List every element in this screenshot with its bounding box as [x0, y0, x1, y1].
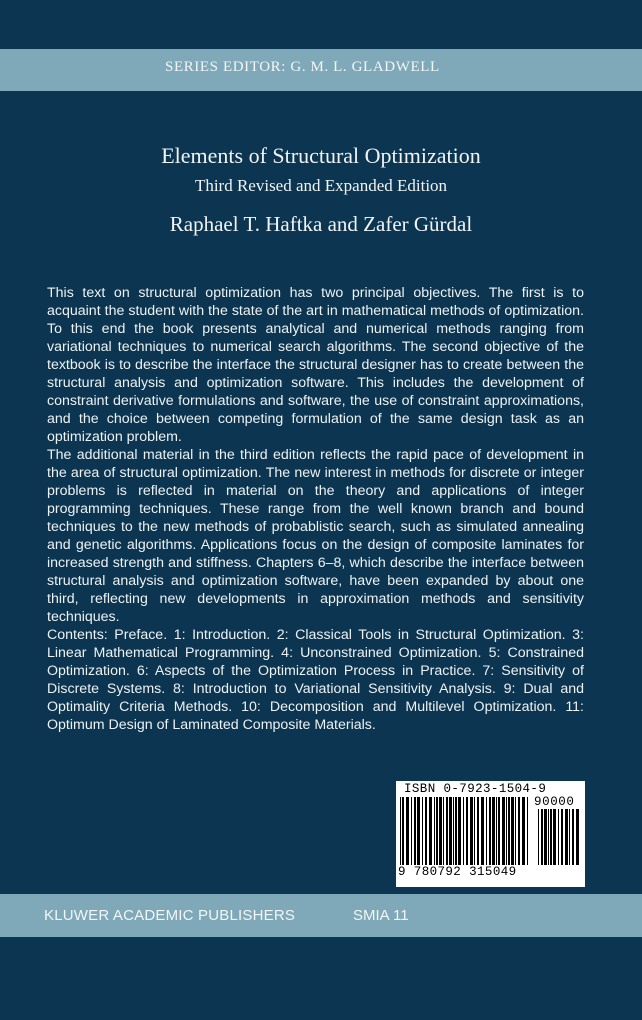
- series-editor: SERIES EDITOR: G. M. L. GLADWELL: [165, 59, 440, 75]
- isbn-text: ISBN 0-7923-1504-9: [404, 782, 547, 796]
- price-code: 90000: [534, 795, 575, 809]
- book-title: Elements of Structural Optimization: [161, 143, 481, 168]
- description: [47, 284, 584, 734]
- price-barcode: [536, 809, 582, 865]
- book-edition: Third Revised and Expanded Edition: [194, 176, 448, 195]
- ean-number: 9 780792 315049: [398, 865, 517, 879]
- description-paragraph: This text on structural optimization has two principal objectives. The first is to acquaint the student with the state of the art in mathematical methods of optimization. To this end the book presents analytical and numerical methods ranging from variational techniques to numerical search algorithms. The second objective of the textbook is to describe the interface the structural designer has to create between the structural analysis and optimization software. This includes the development of constraint derivative formulations and software, the use of constraint approximations, and the choice between competing formulation of the same design task as an optimization problem.: [47, 285, 584, 445]
- book-authors: Raphael T. Haftka and Zafer Gürdal: [169, 212, 473, 236]
- description-paragraph: The additional material in the third edition reflects the rapid pace of development in the area of structural optimization. The new interest in methods for discrete or integer problems is reflected in material on the theory and applications of integer programming techniques. These range from the well known branch and bound techniques to the new methods of probablistic search, such as simulated annealing and genetic algorithms. Applications focus on the design of composite laminates for increased strength and stiffness. Chapters 6–8, which describe the interface between structural analysis and optimization software, have been expanded by about one third, reflecting new developments in approximation methods and sensitivity techniques.: [47, 447, 584, 625]
- contents-paragraph: Contents: Preface. 1: Introduction. 2: Classical Tools in Structural Optimization. 3: Linear Mathematical Programming. 4: Unconstrained Optimization. 5: Constrained Optimization. 6: Aspects of the Optimization Process in Practice. 7: Sensitivity of Discrete Systems. 8: Introduction to Variational Sensitivity Analysis. 9: Dual and Optimality Criteria Methods. 10: Decomposition and Multilevel Optimization. 11: Optimum Design of Laminated Composite Materials.: [47, 627, 584, 733]
- publisher-name: KLUWER ACADEMIC PUBLISHERS: [44, 907, 296, 924]
- series-number: SMIA 11: [353, 907, 409, 924]
- ean-barcode: [398, 797, 530, 865]
